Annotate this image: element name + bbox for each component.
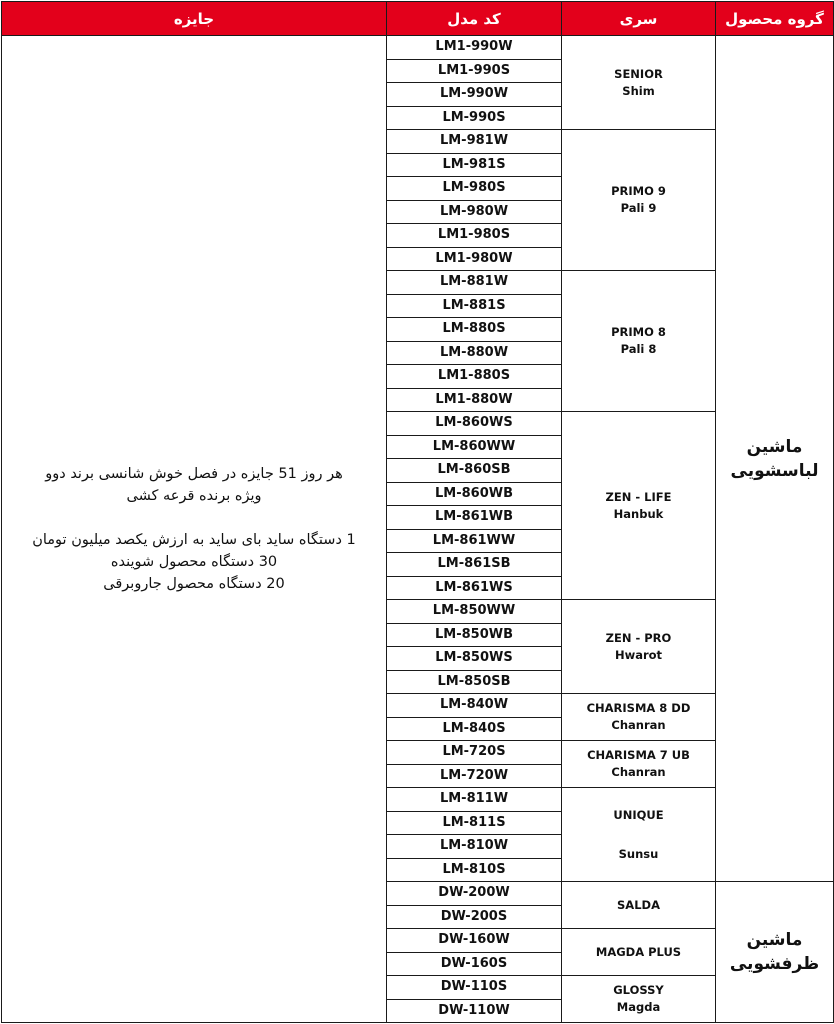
series-name: ZEN - LIFE	[605, 489, 672, 504]
model-code-cell: LM-811W	[387, 788, 562, 812]
prize-text-line-2: ویژه برنده قرعه کشی	[126, 488, 262, 504]
prize-text-line-5: 20 دستگاه محصول جاروبرقی	[103, 576, 285, 592]
series-cell	[562, 882, 716, 929]
model-code-cell: LM-850SB	[387, 670, 562, 694]
series-name: CHARISMA 7 UB	[587, 748, 690, 762]
model-code-cell: LM1-980W	[387, 247, 562, 271]
series-cell	[562, 36, 716, 130]
prize-text-line-4: 30 دستگاه محصول شوینده	[110, 554, 278, 570]
prize-text-line-1: هر روز 51 جایزه در فصل خوش شانسی برند دوو	[45, 466, 343, 482]
model-code-cell: LM-810S	[387, 858, 562, 882]
series-name: GLOSSY	[613, 983, 664, 997]
model-code-cell: LM-720W	[387, 764, 562, 788]
model-code-cell: LM-861WB	[387, 506, 562, 530]
series-subname: Pali 8	[620, 342, 657, 356]
prize-table	[1, 1, 834, 1023]
model-code-cell: LM-810W	[387, 835, 562, 859]
model-code-cell: DW-160S	[387, 952, 562, 976]
series-cell	[562, 600, 716, 694]
header-series: سری	[562, 2, 716, 36]
series-name: PRIMO 8	[611, 325, 666, 339]
model-code-cell: LM1-990S	[387, 59, 562, 83]
model-code-cell: LM-861WS	[387, 576, 562, 600]
model-code-cell: LM-860WB	[387, 482, 562, 506]
model-code-cell: LM-990S	[387, 106, 562, 130]
series-subname: Chanran	[611, 718, 666, 732]
model-code-cell: LM-981W	[387, 130, 562, 154]
model-code-cell: LM-850WW	[387, 600, 562, 624]
series-name: SALDA	[617, 897, 660, 912]
model-code-cell: LM-860SB	[387, 459, 562, 483]
product-group-cell	[716, 36, 834, 882]
model-code-cell: LM-860WW	[387, 435, 562, 459]
model-code-cell: LM-860WS	[387, 412, 562, 436]
model-code-cell: LM-840S	[387, 717, 562, 741]
series-subname: Magda	[616, 1000, 661, 1014]
header-model-code: کد مدل	[387, 2, 562, 36]
series-subname: Shim	[622, 83, 655, 98]
model-code-cell: LM1-980S	[387, 224, 562, 248]
product-group-line2: ظرفشویی	[729, 954, 820, 974]
prize-spacer	[2, 507, 386, 529]
series-name: PRIMO 9	[611, 184, 666, 198]
model-code-cell: DW-200S	[387, 905, 562, 929]
model-code-cell: DW-200W	[387, 882, 562, 906]
series-cell	[562, 929, 716, 976]
product-group-line1: ماشین	[746, 930, 803, 950]
model-code-cell: LM-881S	[387, 294, 562, 318]
series-subname: Hwarot	[614, 647, 663, 662]
model-code-cell: LM-861WW	[387, 529, 562, 553]
series-subname: Pali 9	[620, 201, 657, 215]
series-name: SENIOR	[614, 66, 663, 81]
model-code-cell: LM-880W	[387, 341, 562, 365]
model-code-cell: DW-160W	[387, 929, 562, 953]
series-name: UNIQUE	[613, 807, 664, 822]
model-code-cell: LM1-990W	[387, 36, 562, 60]
series-cell	[562, 271, 716, 412]
model-code-cell: LM-990W	[387, 83, 562, 107]
series-cell	[562, 130, 716, 271]
model-code-cell: LM1-880S	[387, 365, 562, 389]
series-subname: Sunsu	[618, 846, 659, 861]
model-code-cell: LM-881W	[387, 271, 562, 295]
product-group-cell	[716, 882, 834, 1023]
table-row	[2, 36, 834, 60]
model-code-cell: LM-981S	[387, 153, 562, 177]
model-code-cell: LM-980S	[387, 177, 562, 201]
model-code-cell: LM1-880W	[387, 388, 562, 412]
model-code-cell: LM-850WS	[387, 647, 562, 671]
model-code-cell: DW-110S	[387, 976, 562, 1000]
series-subname: Chanran	[611, 765, 666, 779]
model-code-cell: DW-110W	[387, 999, 562, 1023]
header-product-group: گروه محصول	[716, 2, 834, 36]
model-code-cell: LM-840W	[387, 694, 562, 718]
series-spacer	[562, 824, 715, 846]
header-prize: جایزه	[2, 2, 387, 36]
series-cell	[562, 788, 716, 882]
model-code-cell: LM-811S	[387, 811, 562, 835]
model-code-cell: LM-720S	[387, 741, 562, 765]
series-cell	[562, 412, 716, 600]
model-code-cell: LM-880S	[387, 318, 562, 342]
series-cell	[562, 741, 716, 788]
product-group-line1: ماشین	[746, 436, 803, 457]
prize-text-line-3: 1 دستگاه ساید بای ساید به ارزش یکصد میلیون تومان	[32, 532, 356, 548]
series-name: ZEN - PRO	[605, 630, 672, 645]
prize-description-cell	[2, 36, 387, 1023]
series-cell	[562, 694, 716, 741]
series-subname: Hanbuk	[613, 506, 664, 521]
series-name: CHARISMA 8 DD	[586, 701, 691, 715]
series-name: MAGDA PLUS	[595, 944, 682, 959]
header-row	[2, 2, 834, 36]
model-code-cell: LM-850WB	[387, 623, 562, 647]
product-group-line2: لباسشویی	[730, 460, 819, 481]
series-cell	[562, 976, 716, 1023]
model-code-cell: LM-980W	[387, 200, 562, 224]
model-code-cell: LM-861SB	[387, 553, 562, 577]
